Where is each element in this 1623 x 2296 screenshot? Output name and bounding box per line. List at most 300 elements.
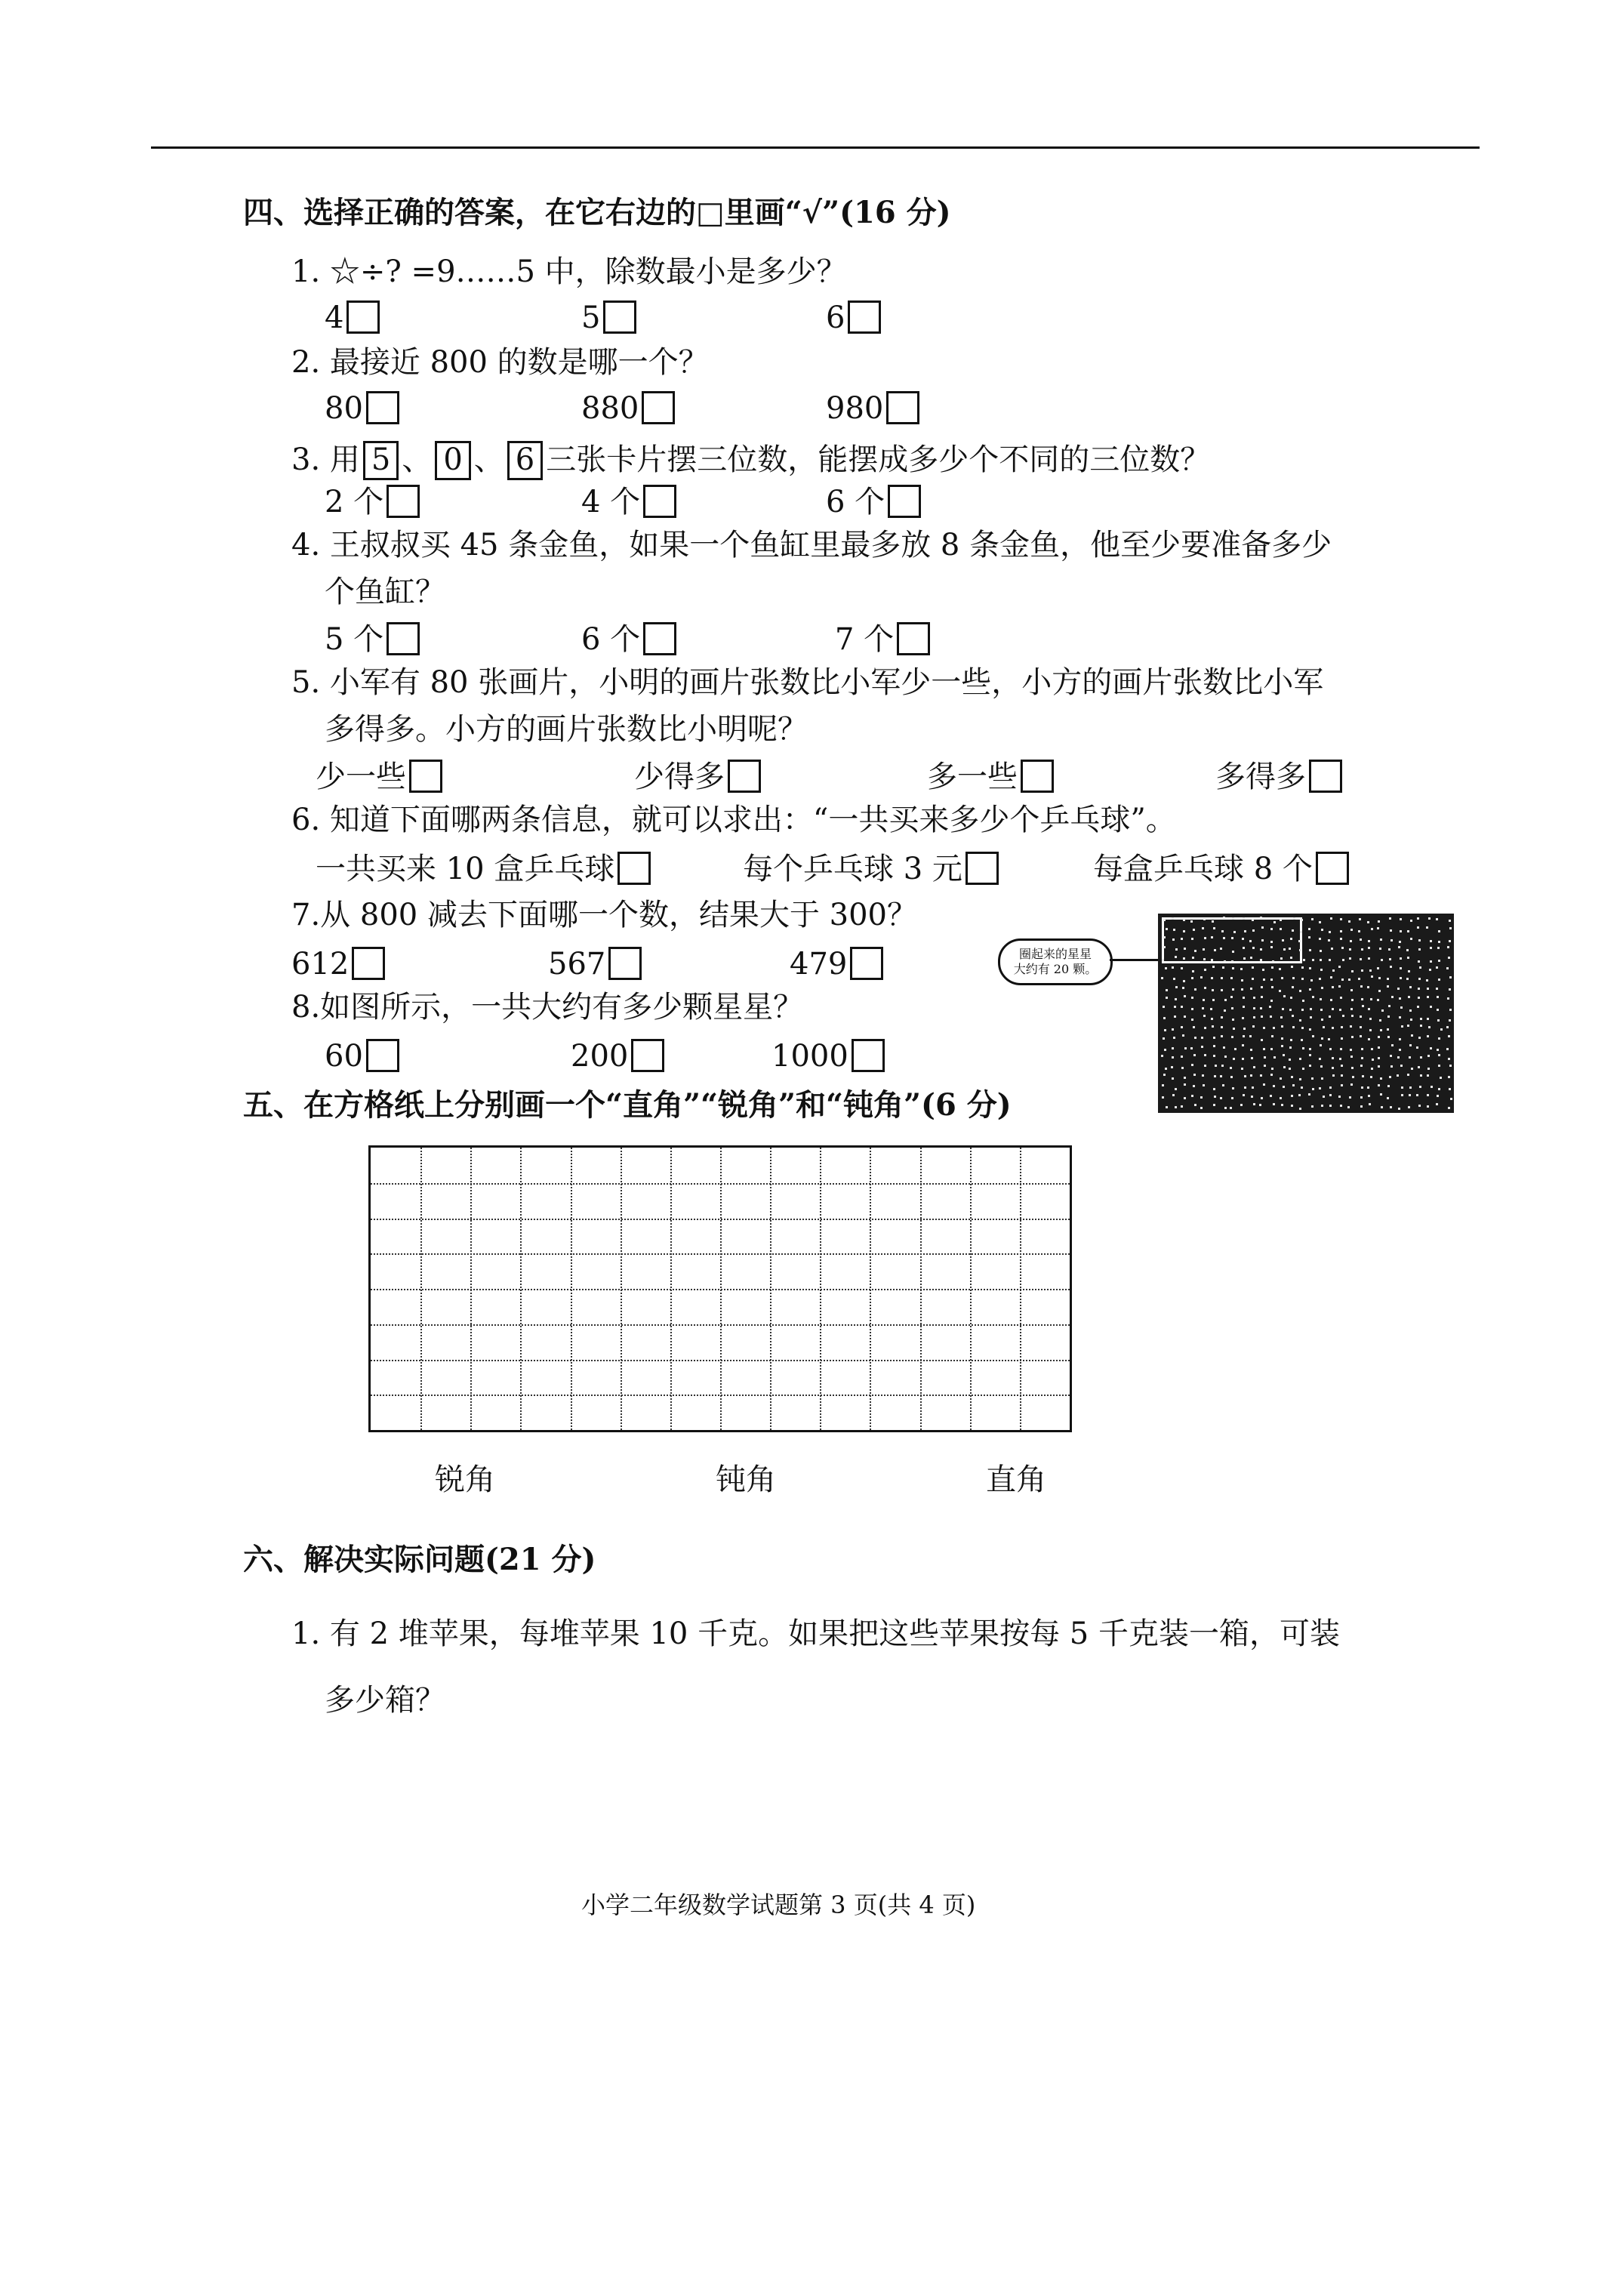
star-dot — [1184, 1097, 1186, 1099]
option-label: 880 — [581, 391, 639, 426]
star-dot — [1380, 1077, 1382, 1080]
star-dot — [1437, 1009, 1439, 1011]
star-dot — [1301, 1086, 1303, 1089]
star-dot — [1298, 940, 1301, 942]
answer-checkbox[interactable] — [852, 1039, 885, 1072]
star-dot — [1418, 960, 1420, 963]
star-dot — [1302, 1068, 1304, 1070]
star-dot — [1378, 977, 1381, 979]
star-dot — [1350, 1008, 1353, 1010]
star-dot — [1263, 1048, 1265, 1050]
star-dot — [1427, 1018, 1429, 1020]
option-label: 200 — [571, 1039, 629, 1074]
star-dot — [1361, 1057, 1363, 1059]
star-dot — [1172, 1094, 1175, 1096]
star-dot — [1320, 1065, 1323, 1068]
star-dot — [1232, 917, 1234, 920]
star-dot — [1379, 948, 1381, 950]
star-dot — [1233, 931, 1236, 933]
star-dot — [1427, 1074, 1429, 1077]
star-dot — [1204, 987, 1206, 989]
q5-option-b[interactable] — [634, 760, 761, 793]
star-dot — [1163, 1074, 1166, 1076]
star-dot — [1340, 930, 1342, 932]
star-dot — [1390, 966, 1392, 968]
star-dot — [1166, 1106, 1168, 1108]
q4-text-line2: 个鱼缸？ — [325, 575, 445, 609]
star-dot — [1184, 1047, 1187, 1049]
star-dot — [1323, 1026, 1325, 1028]
star-dot — [1418, 948, 1421, 951]
star-dot — [1320, 1009, 1323, 1011]
star-dot — [1175, 1106, 1177, 1108]
star-dot — [1399, 1038, 1401, 1040]
star-dot — [1371, 1048, 1373, 1050]
star-dot — [1352, 1076, 1354, 1078]
star-dot — [1240, 1104, 1243, 1106]
q1-option-a[interactable] — [325, 300, 380, 334]
star-dot — [1272, 960, 1274, 963]
star-dot — [1409, 986, 1412, 988]
star-dot — [1292, 1015, 1294, 1017]
star-dot — [1163, 1037, 1165, 1040]
star-dot — [1181, 1006, 1183, 1008]
star-dot — [1417, 1006, 1419, 1008]
q6-option-c[interactable] — [1093, 852, 1349, 885]
answer-checkbox[interactable] — [603, 300, 636, 334]
star-dot — [1280, 1016, 1283, 1019]
star-dot — [1221, 930, 1224, 932]
star-dot — [1410, 938, 1412, 940]
star-dot — [1290, 1039, 1292, 1041]
star-dot — [1163, 1017, 1166, 1019]
answer-checkbox[interactable] — [728, 760, 761, 793]
star-dot — [1242, 1044, 1244, 1046]
answer-checkbox[interactable] — [387, 485, 420, 518]
star-dot — [1270, 1015, 1272, 1018]
star-dot — [1361, 1086, 1363, 1089]
star-dot — [1379, 1019, 1381, 1022]
star-dot — [1387, 1028, 1389, 1031]
star-dot — [1192, 970, 1194, 972]
star-dot — [1161, 977, 1163, 979]
star-dot — [1341, 1026, 1343, 1028]
star-dot — [1377, 927, 1379, 929]
star-dot — [1410, 1019, 1412, 1021]
star-dot — [1320, 998, 1322, 1000]
star-dot — [1299, 1108, 1301, 1110]
q8-option-c[interactable] — [771, 1039, 885, 1072]
answer-checkbox[interactable] — [352, 947, 385, 980]
star-dot — [1233, 1058, 1235, 1060]
star-dot — [1400, 1065, 1403, 1067]
option-label: 每个乒乓球 3 元 — [743, 852, 962, 886]
star-dot — [1231, 1036, 1233, 1038]
q1-option-b[interactable] — [581, 300, 636, 334]
star-dot — [1430, 940, 1432, 942]
q3-option-c[interactable] — [826, 485, 921, 518]
star-dot — [1241, 988, 1243, 991]
q4-option-a[interactable] — [325, 622, 420, 655]
star-dot — [1244, 930, 1246, 932]
star-dot — [1449, 1019, 1451, 1022]
answer-checkbox[interactable] — [617, 852, 651, 885]
star-dot — [1449, 976, 1452, 978]
q1-option-c[interactable] — [826, 300, 881, 334]
star-dot — [1232, 951, 1234, 953]
star-dot — [1319, 1087, 1321, 1089]
star-dot — [1342, 959, 1344, 961]
option-label: 4 — [325, 300, 344, 335]
star-dot — [1172, 917, 1174, 920]
star-dot — [1200, 1096, 1203, 1099]
star-dot — [1220, 1075, 1222, 1077]
star-dot — [1165, 967, 1167, 969]
q6-option-a[interactable] — [316, 852, 651, 885]
answer-checkbox[interactable] — [897, 622, 930, 655]
star-dot — [1371, 928, 1373, 930]
label-right-angle: 直角 — [986, 1462, 1046, 1497]
star-dot — [1181, 1105, 1183, 1108]
star-dot — [1292, 1084, 1295, 1086]
star-dot — [1194, 1104, 1196, 1106]
option-label: 少一些 — [316, 760, 406, 794]
star-dot — [1231, 1097, 1233, 1099]
star-dot — [1211, 1018, 1213, 1020]
star-dot — [1292, 977, 1295, 979]
star-dot — [1438, 1037, 1440, 1040]
star-dot — [1368, 1008, 1370, 1010]
star-dot — [1390, 1055, 1392, 1057]
star-dot — [1289, 1068, 1291, 1070]
q4-text-line1: 4. 王叔叔买 45 条金鱼，如果一个鱼缸里最多放 8 条金鱼，他至少要准备多少 — [291, 528, 1332, 562]
star-dot — [1390, 1106, 1392, 1108]
star-dot — [1193, 1074, 1196, 1076]
star-dot — [1291, 1095, 1293, 1097]
star-dot — [1387, 985, 1389, 988]
star-dot — [1378, 1057, 1380, 1059]
q2-option-c[interactable] — [826, 391, 919, 424]
star-dot — [1261, 1097, 1263, 1099]
answer-checkbox[interactable] — [608, 947, 642, 980]
star-dot — [1416, 1046, 1418, 1049]
q2-option-b[interactable] — [581, 391, 675, 424]
star-dot — [1360, 1026, 1362, 1028]
star-dot — [1329, 1048, 1332, 1050]
star-dot — [1260, 959, 1262, 961]
q3-text — [291, 441, 1210, 480]
star-dot — [1289, 948, 1291, 950]
star-dot — [1321, 1105, 1323, 1107]
star-dot — [1329, 1094, 1332, 1096]
q5-option-d[interactable] — [1215, 760, 1342, 793]
star-dot — [1261, 1015, 1263, 1018]
star-dot — [1283, 1066, 1286, 1068]
q7-option-c[interactable] — [790, 947, 883, 980]
star-dot — [1361, 998, 1363, 1000]
answer-checkbox[interactable] — [387, 622, 420, 655]
answer-checkbox[interactable] — [1309, 760, 1342, 793]
star-field-image — [1158, 914, 1454, 1113]
grid-line-horizontal — [371, 1360, 1070, 1361]
section4-title: 四、选择正确的答案，在它右边的□里画“√”(16 分) — [243, 195, 951, 230]
star-dot — [1341, 1065, 1343, 1067]
star-dot — [1253, 997, 1255, 999]
star-dot — [1221, 1035, 1223, 1037]
q5-option-a[interactable] — [316, 760, 442, 793]
star-dot — [1182, 1034, 1184, 1037]
star-dot — [1401, 1094, 1403, 1096]
q3-option-b[interactable] — [581, 485, 676, 518]
star-dot — [1181, 1056, 1183, 1058]
star-dot — [1201, 1037, 1203, 1039]
q6-option-b[interactable] — [743, 852, 999, 885]
star-dot — [1406, 978, 1409, 980]
star-dot — [1230, 1076, 1233, 1078]
star-dot — [1426, 926, 1428, 929]
star-dot — [1399, 1049, 1401, 1051]
star-dot — [1203, 1084, 1205, 1086]
q8-option-b[interactable] — [571, 1039, 664, 1072]
star-dot — [1427, 996, 1429, 998]
option-label: 少得多 — [634, 760, 725, 794]
star-dot — [1426, 979, 1428, 982]
section6-title: 六、解决实际问题(21 分) — [243, 1542, 596, 1577]
star-dot — [1329, 1105, 1332, 1107]
star-dot — [1270, 1095, 1272, 1097]
star-dot — [1204, 969, 1206, 971]
star-dot — [1427, 1035, 1429, 1037]
star-dot — [1390, 939, 1393, 942]
answer-checkbox[interactable] — [1021, 760, 1054, 793]
q4-option-b[interactable] — [581, 622, 676, 655]
star-dot — [1341, 1084, 1343, 1086]
star-dot — [1388, 1005, 1390, 1007]
star-dot — [1437, 1095, 1439, 1097]
star-dot — [1259, 1104, 1261, 1106]
star-dot — [1390, 929, 1392, 932]
star-dot — [1430, 1047, 1432, 1049]
answer-checkbox[interactable] — [409, 760, 442, 793]
star-dot — [1261, 986, 1263, 988]
answer-checkbox[interactable] — [888, 485, 921, 518]
star-dot — [1312, 959, 1314, 961]
star-dot — [1430, 1006, 1432, 1008]
star-dot — [1299, 990, 1301, 992]
star-dot — [1397, 1056, 1400, 1059]
page-footer: 小学二年级数学试题第 3 页(共 4 页) — [581, 1891, 976, 1919]
star-dot — [1411, 1034, 1413, 1037]
option-label: 6 个 — [826, 485, 885, 519]
star-dot — [1368, 947, 1370, 949]
star-dot — [1181, 938, 1183, 940]
star-dot — [1360, 938, 1362, 941]
star-dot — [1164, 1029, 1166, 1031]
star-dot — [1280, 1077, 1282, 1080]
star-dot — [1201, 1046, 1203, 1048]
star-dot — [1193, 1085, 1195, 1087]
star-dot — [1273, 1085, 1275, 1087]
star-dot — [1290, 938, 1292, 940]
answer-checkbox[interactable] — [642, 391, 675, 424]
star-dot — [1380, 1029, 1382, 1031]
graph-paper-grid[interactable] — [368, 1145, 1072, 1432]
star-dot — [1331, 948, 1333, 950]
star-dot — [1212, 999, 1215, 1001]
star-dot — [1409, 1044, 1412, 1046]
option-label: 612 — [291, 947, 350, 982]
star-dot — [1361, 1048, 1363, 1050]
star-dot — [1400, 967, 1402, 969]
answer-checkbox[interactable] — [850, 947, 883, 980]
star-dot — [1358, 978, 1360, 980]
star-dot — [1350, 989, 1353, 991]
separator: 、 — [473, 442, 504, 477]
star-dot — [1332, 969, 1335, 972]
star-dot — [1190, 1047, 1193, 1049]
star-dot — [1184, 1083, 1186, 1086]
grid-line-horizontal — [371, 1253, 1070, 1255]
q3-option-a[interactable] — [325, 485, 420, 518]
star-dot — [1204, 1027, 1206, 1029]
answer-checkbox[interactable] — [643, 485, 676, 518]
star-dot — [1184, 948, 1186, 950]
answer-checkbox[interactable] — [366, 391, 399, 424]
star-dot — [1224, 960, 1226, 963]
star-dot — [1281, 1037, 1283, 1040]
grid-line-horizontal — [371, 1395, 1070, 1396]
star-dot — [1389, 958, 1391, 960]
option-label: 4 个 — [581, 485, 641, 519]
star-dot — [1309, 967, 1311, 969]
star-dot — [1401, 1086, 1403, 1089]
star-dot — [1381, 959, 1383, 961]
star-dot — [1370, 998, 1372, 1000]
star-dot — [1224, 1107, 1227, 1109]
star-dot — [1191, 1095, 1193, 1097]
s6-q1-line1: 1. 有 2 堆苹果，每堆苹果 10 千克。如果把这些苹果按每 5 千克装一箱，可装 — [291, 1616, 1340, 1651]
star-dot — [1273, 1027, 1275, 1029]
answer-checkbox[interactable] — [346, 300, 380, 334]
star-dot — [1192, 957, 1194, 959]
star-dot — [1367, 986, 1369, 988]
star-dot — [1436, 988, 1438, 990]
answer-checkbox[interactable] — [848, 300, 881, 334]
q7-option-a[interactable] — [291, 947, 385, 980]
star-dot — [1183, 919, 1185, 921]
star-dot — [1271, 966, 1273, 969]
star-dot — [1182, 987, 1184, 989]
star-dot — [1183, 957, 1185, 960]
star-dot — [1261, 1039, 1263, 1041]
star-dot — [1399, 997, 1401, 1000]
q2-text: 2. 最接近 800 的数是哪一个？ — [291, 345, 709, 380]
star-dot — [1302, 1047, 1304, 1049]
answer-checkbox[interactable] — [643, 622, 676, 655]
answer-checkbox[interactable] — [965, 852, 999, 885]
star-dot — [1361, 948, 1363, 951]
star-dot — [1279, 990, 1281, 992]
answer-checkbox[interactable] — [631, 1039, 664, 1072]
star-dot — [1203, 958, 1206, 960]
star-dot — [1338, 985, 1341, 988]
star-dot — [1320, 959, 1322, 961]
star-dot — [1418, 1037, 1421, 1039]
answer-checkbox[interactable] — [1316, 852, 1349, 885]
star-dot — [1378, 920, 1380, 923]
star-dot — [1309, 1048, 1311, 1050]
q7-option-b[interactable] — [548, 947, 642, 980]
star-dot — [1448, 1076, 1450, 1078]
star-dot — [1367, 921, 1369, 923]
star-dot — [1250, 957, 1252, 959]
star-dot — [1292, 1026, 1295, 1028]
star-dot — [1407, 1025, 1409, 1027]
star-dot — [1448, 1058, 1450, 1060]
star-dot — [1438, 960, 1440, 962]
star-dot — [1301, 978, 1304, 980]
q2-option-a[interactable] — [325, 391, 399, 424]
option-label: 479 — [790, 947, 848, 982]
star-dot — [1427, 1105, 1429, 1108]
star-dot — [1438, 1054, 1440, 1056]
star-dot — [1194, 950, 1196, 952]
star-dot — [1341, 1074, 1343, 1077]
star-dot — [1362, 1075, 1364, 1077]
q3-suffix: 三张卡片摆三位数，能摆成多少个不同的三位数？ — [546, 442, 1211, 477]
star-dot — [1271, 1035, 1273, 1037]
star-dot — [1232, 1087, 1234, 1089]
star-dot — [1377, 999, 1379, 1001]
q5-option-c[interactable] — [927, 760, 1054, 793]
star-dot — [1450, 1098, 1452, 1100]
star-dot — [1360, 985, 1363, 988]
grid-line-horizontal — [371, 1219, 1070, 1220]
star-dot — [1409, 1086, 1412, 1089]
star-dot — [1244, 1075, 1246, 1077]
answer-checkbox[interactable] — [886, 391, 919, 424]
star-dot — [1214, 949, 1216, 951]
star-dot — [1388, 948, 1390, 951]
star-dot — [1251, 1096, 1253, 1098]
q8-option-a[interactable] — [325, 1039, 399, 1072]
star-dot — [1222, 1084, 1224, 1086]
star-dot — [1378, 1084, 1380, 1086]
header-rule — [151, 146, 1480, 149]
star-dot — [1400, 977, 1402, 979]
star-dot — [1449, 920, 1451, 922]
star-dot — [1289, 1009, 1292, 1011]
star-dot — [1449, 1088, 1451, 1090]
s6-q1-line2: 多少箱？ — [325, 1683, 445, 1718]
star-dot — [1301, 1027, 1304, 1029]
star-dot — [1320, 969, 1323, 971]
star-dot — [1367, 1086, 1369, 1089]
answer-checkbox[interactable] — [366, 1039, 399, 1072]
star-dot — [1368, 1038, 1370, 1040]
star-dot — [1212, 989, 1214, 991]
star-dot — [1279, 968, 1281, 970]
q4-option-c[interactable] — [835, 622, 930, 655]
q6-text: 6. 知道下面哪两条信息，就可以求出：“一共买来多少个乒乓球”。 — [291, 803, 1176, 837]
star-dot — [1440, 1028, 1443, 1031]
star-dot — [1299, 1058, 1301, 1060]
star-dot — [1214, 1075, 1216, 1077]
star-dot — [1190, 920, 1193, 923]
star-dot — [1175, 1088, 1177, 1090]
star-dot — [1419, 1086, 1421, 1088]
star-dot — [1213, 1088, 1215, 1090]
